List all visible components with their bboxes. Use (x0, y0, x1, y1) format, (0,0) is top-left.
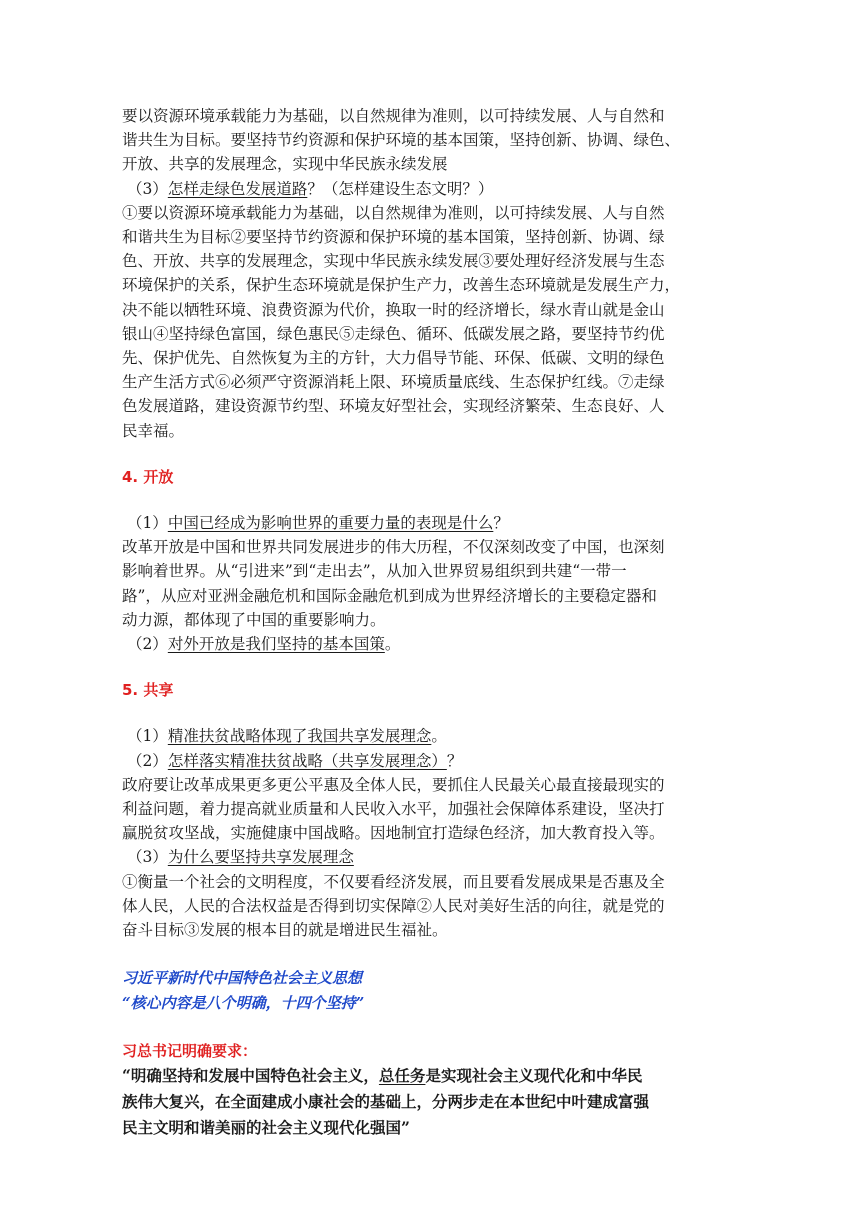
text-line: 色、开放、共享的发展理念，实现中华民族永续发展③要处理好经济发展与生态 (122, 252, 665, 271)
text-line: 和谐共生为目标②要坚持节约资源和保护环境的基本国策，坚持创新、协调、绿 (122, 228, 665, 247)
question-suffix: ？ (493, 514, 509, 533)
requirement-line (122, 1063, 738, 1089)
text-line: 政府要让改革成果更多更公平惠及全体人民，要抓住人民最关心最直接最现实的 (122, 775, 665, 794)
text-line: 要以资源环境承载能力为基础，以自然规律为准则，以可持续发展、人与自然和 (122, 107, 665, 125)
question-suffix: ？ (446, 751, 463, 770)
question-line (122, 511, 738, 535)
text-line: 开放、共享的发展理念，实现中华民族永续发展 (122, 155, 448, 174)
question-line (122, 632, 738, 656)
text-line: 动力源，都体现了中国的重要影响力。 (122, 610, 386, 629)
text-line: 环境保护的关系，保护生态环境就是保护生产力，改善生态环境就是发展生产力， (122, 276, 681, 295)
question-suffix: 。 (384, 635, 401, 654)
section-heading-share: 5. 共享 (122, 681, 174, 700)
text-line: 改革开放是中国和世界共同发展进步的伟大历程，不仅深刻改变了中国，也深刻 (122, 538, 665, 557)
text-line: 奋斗目标③发展的根本目的就是增进民生福祉。 (122, 921, 448, 940)
text-line: 路”，从应对亚洲金融危机和国际金融危机到成为世界经济增长的主要稳定器和 (122, 586, 657, 605)
question-number: （2） (126, 635, 168, 654)
requirement-line: 族伟大复兴，在全面建成小康社会的基础上，分两步走在本世纪中叶建成富强 (122, 1091, 650, 1111)
question-text: 为什么要坚持共享发展理念 (167, 848, 354, 867)
requirement-heading: 习总书记明确要求： (122, 1041, 258, 1060)
question-text: 中国已经成为影响世界的重要力量的表现是什么 (167, 514, 494, 533)
question-suffix: ？（怎样建设生态文明？） (307, 179, 494, 198)
text-line: 赢脱贫攻坚战，实施健康中国战略。因地制宜打造绿色经济，加大教育投入等。 (122, 824, 665, 843)
thought-block (122, 966, 738, 1014)
question-number: （1） (126, 727, 168, 746)
question-line (122, 177, 738, 201)
requirement-block (122, 1039, 738, 1141)
question-number: （1） (126, 514, 168, 533)
requirement-line: 民主文明和谐美丽的社会主义现代化强国” (122, 1117, 410, 1137)
document-page (122, 104, 738, 1141)
text-line: 体人民，人民的合法权益是否得到切实保障②人民对美好生活的向往，就是党的 (122, 896, 665, 915)
question-text: 怎样走绿色发展道路 (167, 179, 308, 198)
requirement-text: “明确坚持和发展中国特色社会主义， (122, 1065, 379, 1085)
question-line (122, 845, 738, 869)
section-heading-open: 4. 开放 (122, 467, 174, 486)
text-line: 利益问题，着力提高就业质量和人民收入水平，加强社会保障体系建设，坚决打 (122, 800, 665, 819)
text-line: 色发展道路，建设资源节约型、环境友好型社会，实现经济繁荣、生态良好、人 (122, 397, 665, 416)
question-text: 精准扶贫战略体现了我国共享发展理念 (167, 727, 432, 746)
section-open (122, 511, 738, 656)
question-number: （3） (126, 848, 168, 867)
text-line: 银山④坚持绿色富国，绿色惠民⑤走绿色、循环、低碳发展之路，要坚持节约优 (122, 324, 665, 343)
intro-paragraph (122, 104, 738, 177)
thought-core: “核心内容是八个明确，十四个坚持” (122, 993, 365, 1012)
question-line (122, 724, 738, 748)
text-line: 影响着世界。从“引进来”到“走出去”，从加入世界贸易组织到共建“一带一 (122, 562, 627, 581)
text-line: 先、保护优先、自然恢复为主的方针，大力倡导节能、环保、低碳、文明的绿色 (122, 349, 665, 368)
question-text: 对外开放是我们坚持的基本国策 (167, 635, 385, 654)
thought-title: 习近平新时代中国特色社会主义思想 (122, 969, 363, 988)
q3-green-development (122, 177, 738, 443)
text-line: 生产生活方式⑥必须严守资源消耗上限、环境质量底线、生态保护红线。⑦走绿 (122, 373, 665, 392)
requirement-keyword: 总任务 (378, 1065, 426, 1085)
text-line: 民幸福。 (122, 421, 185, 440)
text-line: ①要以资源环境承载能力为基础，以自然规律为准则，以可持续发展、人与自然 (122, 203, 665, 222)
question-number: （3） (126, 179, 168, 198)
text-line: 决不能以牺牲环境、浪费资源为代价，换取一时的经济增长，绿水青山就是金山 (122, 300, 665, 319)
question-text: 怎样落实精准扶贫战略（共享发展理念） (167, 751, 447, 770)
question-line (122, 749, 738, 773)
requirement-text: 是实现社会主义现代化和中华民 (425, 1065, 643, 1085)
section-share (122, 724, 738, 942)
question-suffix: 。 (431, 727, 447, 746)
text-line: ①衡量一个社会的文明程度，不仅要看经济发展，而且要看发展成果是否惠及全 (122, 872, 665, 891)
text-line: 谐共生为目标。要坚持节约资源和保护环境的基本国策，坚持创新、协调、绿色、 (122, 131, 681, 150)
question-number: （2） (126, 751, 168, 770)
